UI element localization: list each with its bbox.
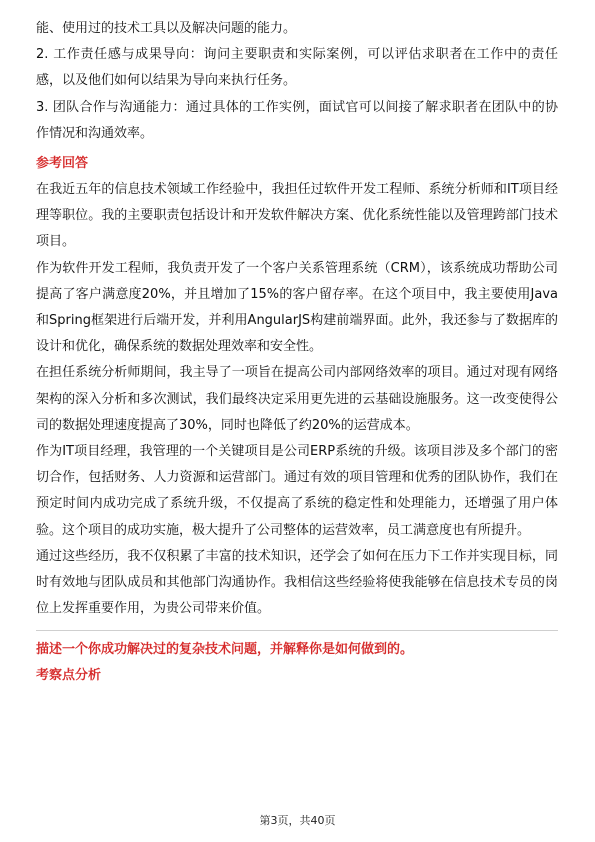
analysis-heading: 考察点分析 — [36, 668, 102, 684]
answer-paragraph-5: 通过这些经历，我不仅积累了丰富的技术知识，还学会了如何在压力下工作并实现目标，同时有效地与团队成员和其他部门沟通协作。我相信这些经验将使我能够在信息技术专员的岗位上发挥重要作用，为贵公司带来价值。 — [36, 548, 558, 617]
answer-paragraph-1: 在我近五年的信息技术领域工作经验中，我担任过软件开发工程师、系统分析师和IT项目经理等职位。我的主要职责包括设计和开发软件解决方案、优化系统性能以及管理跨部门技术项目。 — [36, 182, 558, 250]
section-divider — [36, 630, 558, 631]
next-question: 描述一个你成功解决过的复杂技术问题，并解释你是如何做到的。 — [36, 642, 414, 658]
answer-paragraph-2: 作为软件开发工程师，我负责开发了一个客户关系管理系统（CRM），该系统成功帮助公司提高了客户满意度20%，并且增加了15%的客户留存率。在这个项目中，我主要使用Java和Spring框架进行后端开发，并利用AngularJS构建前端界面。此外，我还参与了数据库的设计和优化，确保系统的数据处理效率和安全性。 — [36, 260, 558, 355]
intro-paragraph-2: 2. 工作责任感与成果导向：询问主要职责和实际案例，可以评估求职者在工作中的责任感，以及他们如何以结果为导向来执行任务。 — [36, 47, 558, 89]
reference-answer-heading: 参考回答 — [36, 156, 89, 172]
answer-paragraph-4: 作为IT项目经理，我管理的一个关键项目是公司ERP系统的升级。该项目涉及多个部门的密切合作，包括财务、人力资源和运营部门。通过有效的项目管理和优秀的团队协作，我们在预定时间内成功完成了系统升级，不仅提高了系统的稳定性和处理能力，还增强了用户体验。这个项目的成功实施，极大提升了公司整体的运营效率，员工满意度也有所提升。 — [36, 444, 558, 538]
intro-paragraph-1: 能、使用过的技术工具以及解决问题的能力。 — [36, 21, 297, 36]
answer-paragraph-3: 在担任系统分析师期间，我主导了一项旨在提高公司内部网络效率的项目。通过对现有网络架构的深入分析和多次测试，我们最终决定采用更先进的云基础设施服务。这一改变使得公司的数据处理速度提高了30%，同时也降低了约20%的运营成本。 — [36, 365, 558, 433]
page-footer: 第3页，共40页 — [259, 814, 336, 827]
intro-paragraph-3: 3. 团队合作与沟通能力：通过具体的工作实例，面试官可以间接了解求职者在团队中的协作情况和沟通效率。 — [36, 99, 558, 141]
document-page — [36, 16, 558, 689]
